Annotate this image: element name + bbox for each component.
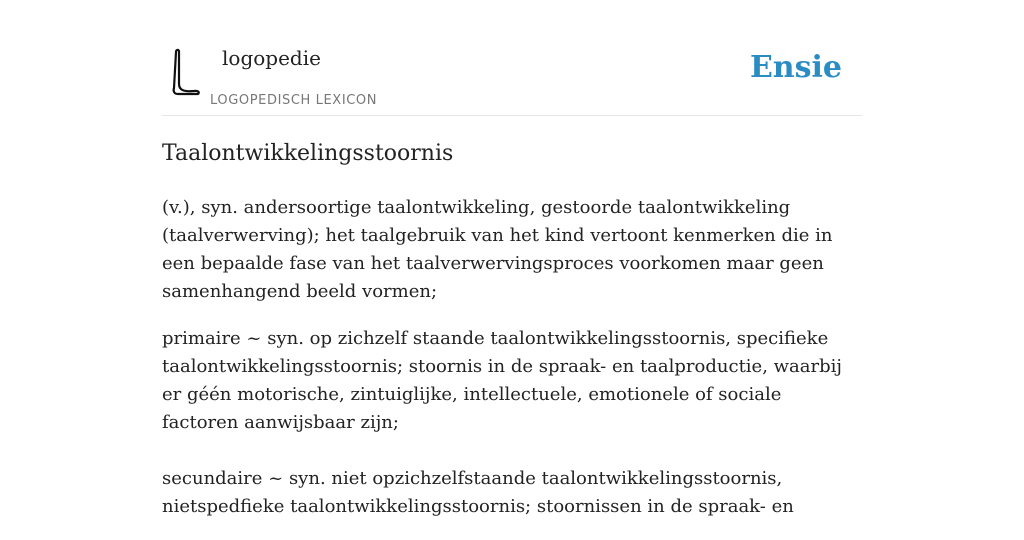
ensie-brand-link[interactable]: Ensie [749, 50, 842, 85]
paragraph-spacer [162, 437, 862, 465]
definition-paragraph: (v.), syn. andersoortige taalontwikkeling, gestoorde taalontwikkeling (taalverwerving); het taalgebruik van het kind vertoont kenmerken die in een bepaalde fase van het taalverwervingsproces voorkomen maar geen samenhangend beeld vormen; [162, 197, 833, 302]
page [162, 0, 862, 517]
site-subtitle: LOGOPEDISCH LEXICON [210, 93, 378, 108]
primary-definition-paragraph: primaire ~ syn. op zichzelf staande taalontwikkelingsstoornis, specifieke taalontwikkelingsstoornis; stoornis in de spraak- en taalproductie, waarbij er géén motorische, zintuiglijke, intellectuele, emotionele of sociale factoren aanwijsbaar zijn; [162, 328, 842, 433]
logopedie-logo-icon[interactable] [162, 44, 210, 100]
entry-content [162, 138, 862, 540]
site-header [162, 0, 862, 116]
entry-title: Taalontwikkelingsstoornis [162, 141, 454, 166]
secondary-definition-paragraph: secundaire ~ syn. niet opzichzelfstaande taalontwikkelingsstoornis, nietspedfieke taalontwikkelingsstoornis; stoornissen in de spraak- en [162, 468, 794, 517]
site-name-link[interactable]: logopedie [222, 46, 321, 70]
